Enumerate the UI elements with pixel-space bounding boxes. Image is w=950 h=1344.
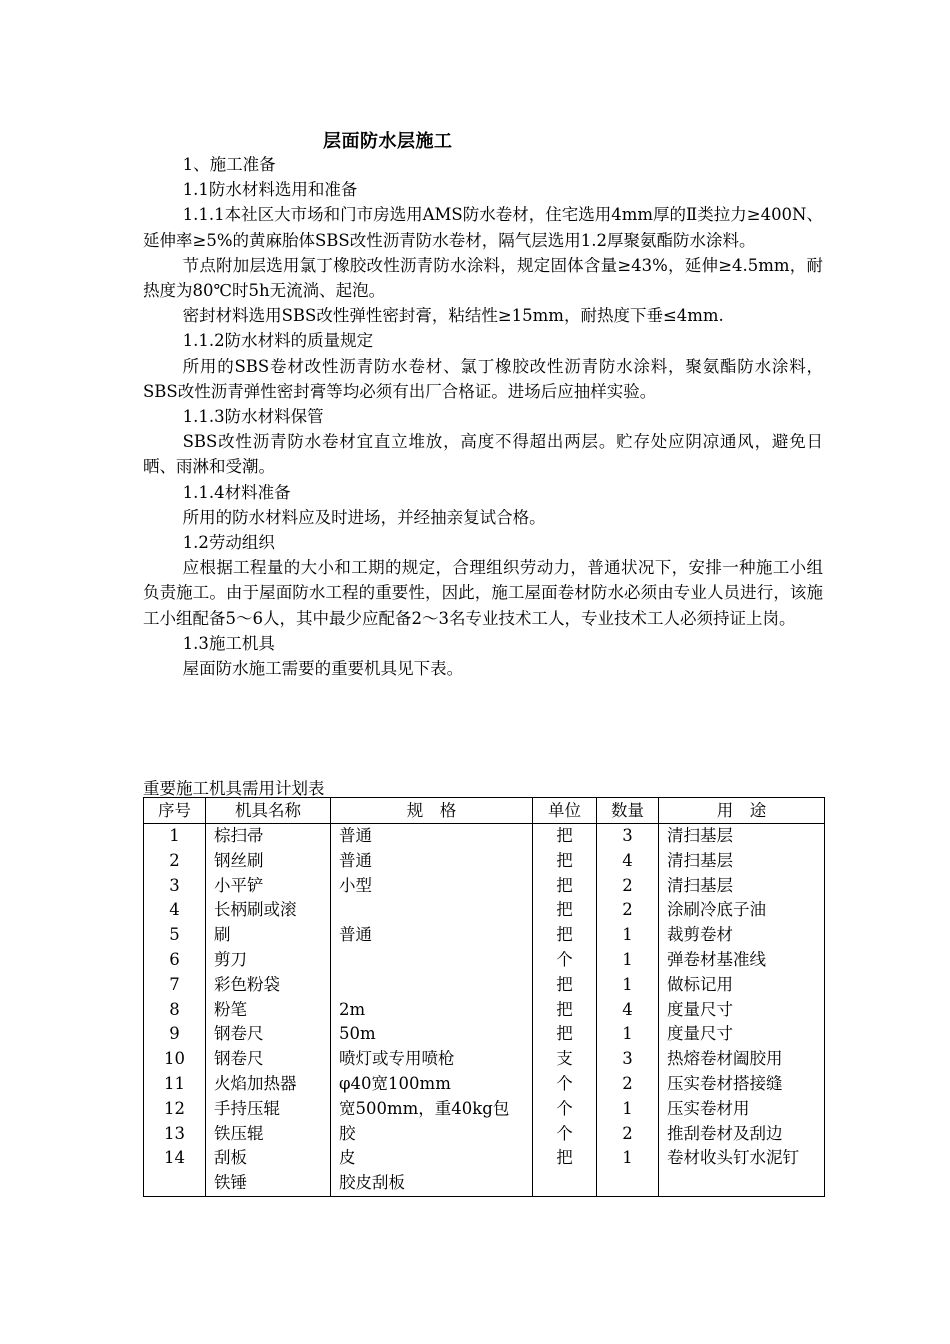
cell-spec: 2m (331, 998, 533, 1023)
cell-index: 2 (144, 849, 206, 874)
header-spec: 规 格 (331, 798, 533, 824)
cell-spec: 普通 (331, 923, 533, 948)
table-row (144, 824, 825, 849)
tools-table (143, 797, 825, 1197)
cell-usage: 裁剪卷材 (659, 923, 825, 948)
cell-unit: 把 (533, 1146, 597, 1171)
cell-index: 13 (144, 1122, 206, 1147)
table-row (144, 1146, 825, 1171)
cell-spec: 胶 (331, 1122, 533, 1147)
table-row (144, 923, 825, 948)
heading-tools: 1.3施工机具 (182, 633, 275, 653)
cell-usage: 清扫基层 (659, 849, 825, 874)
cell-quantity: 1 (597, 1097, 659, 1122)
cell-spec: 喷灯或专用喷枪 (331, 1047, 533, 1072)
paragraph-material-spec: 1.1.1本社区大市场和门市房选用AMS防水卷材，住宅选用4mm厚的Ⅱ类拉力≥400N、延伸率≥5%的黄麻胎体SBS改性沥青防水卷材，隔气层选用1.2厚聚氨酯防水涂料。 (143, 205, 823, 250)
cell-usage: 卷材收头钉水泥钉 (659, 1146, 825, 1171)
header-unit: 单位 (533, 798, 597, 824)
cell-usage: 做标记用 (659, 973, 825, 998)
cell-tool-name: 刮板 (206, 1146, 331, 1171)
cell-quantity: 2 (597, 874, 659, 899)
document-body (143, 152, 823, 681)
cell-tool-name: 长柄刷或滚 (206, 898, 331, 923)
cell-quantity: 1 (597, 923, 659, 948)
header-index: 序号 (144, 798, 206, 824)
cell-quantity: 3 (597, 824, 659, 849)
cell-index: 1 (144, 824, 206, 849)
heading-labor: 1.2劳动组织 (182, 533, 275, 553)
cell-index: 4 (144, 898, 206, 923)
cell-unit: 把 (533, 824, 597, 849)
cell-tool-name: 棕扫帚 (206, 824, 331, 849)
cell-usage: 压实卷材用 (659, 1097, 825, 1122)
table-row (144, 1097, 825, 1122)
cell-unit: 个 (533, 1122, 597, 1147)
cell-index: 11 (144, 1072, 206, 1097)
cell-spec (331, 948, 533, 973)
cell-unit: 支 (533, 1047, 597, 1072)
paragraph-tools: 屋面防水施工需要的重要机具见下表。 (182, 659, 464, 679)
table-row (144, 973, 825, 998)
cell-index: 7 (144, 973, 206, 998)
heading-quality: 1.1.2防水材料的质量规定 (182, 331, 374, 351)
cell-unit: 把 (533, 849, 597, 874)
cell-usage: 推刮卷材及刮边 (659, 1122, 825, 1147)
cell-tool-name: 刷 (206, 923, 331, 948)
cell-usage: 压实卷材搭接缝 (659, 1072, 825, 1097)
cell-usage: 度量尺寸 (659, 998, 825, 1023)
table-row (144, 948, 825, 973)
cell-spec: 50m (331, 1022, 533, 1047)
heading-material-prep: 1.1.4材料准备 (182, 482, 291, 502)
cell-spec: φ40宽100mm (331, 1072, 533, 1097)
header-quantity: 数量 (597, 798, 659, 824)
cell-spec: 皮 (331, 1146, 533, 1171)
cell-spec: 普通 (331, 824, 533, 849)
cell-usage: 清扫基层 (659, 824, 825, 849)
cell-index: 12 (144, 1097, 206, 1122)
cell-unit: 个 (533, 1097, 597, 1122)
cell-tool-name: 剪刀 (206, 948, 331, 973)
cell-index: 3 (144, 874, 206, 899)
table-row (144, 1072, 825, 1097)
cell-index: 8 (144, 998, 206, 1023)
cell-usage: 涂刷冷底子油 (659, 898, 825, 923)
cell-index: 5 (144, 923, 206, 948)
cell-tool-name: 铁压辊 (206, 1122, 331, 1147)
cell-usage: 热熔卷材阖胶用 (659, 1047, 825, 1072)
table-header-row (144, 798, 825, 824)
cell-spec (331, 898, 533, 923)
paragraph-quality: 所用的SBS卷材改性沥青防水卷材、氯丁橡胶改性沥青防水涂料，聚氨酯防水涂料，SBS改性沥青弹性密封膏等均必须有出厂合格证。进场后应抽样实验。 (143, 356, 823, 401)
table-caption: 重要施工机具需用计划表 (143, 779, 325, 798)
cell-unit: 个 (533, 1072, 597, 1097)
cell-quantity: 2 (597, 1122, 659, 1147)
table-row (144, 1022, 825, 1047)
table-row (144, 849, 825, 874)
table-row (144, 1171, 825, 1196)
cell-index: 9 (144, 1022, 206, 1047)
paragraph-node-layer: 节点附加层选用氯丁橡胶改性沥青防水涂料，规定固体含量≥43%，延伸≥4.5mm，耐热度为80℃时5h无流淌、起泡。 (143, 255, 823, 301)
heading-material-selection: 1.1防水材料选用和准备 (182, 180, 358, 200)
cell-unit: 把 (533, 874, 597, 899)
cell-usage: 清扫基层 (659, 874, 825, 899)
cell-quantity: 1 (597, 973, 659, 998)
cell-quantity: 2 (597, 898, 659, 923)
table-row (144, 898, 825, 923)
document-title: 层面防水层施工 (323, 131, 453, 152)
cell-quantity: 3 (597, 1047, 659, 1072)
cell-tool-name: 钢卷尺 (206, 1022, 331, 1047)
table-row (144, 1122, 825, 1147)
cell-tool-name: 铁锤 (206, 1171, 331, 1196)
cell-usage: 弹卷材基准线 (659, 948, 825, 973)
cell-quantity: 1 (597, 1022, 659, 1047)
cell-tool-name: 火焰加热器 (206, 1072, 331, 1097)
cell-spec (331, 973, 533, 998)
cell-unit: 把 (533, 898, 597, 923)
cell-unit: 把 (533, 1022, 597, 1047)
cell-index: 10 (144, 1047, 206, 1072)
cell-usage: 度量尺寸 (659, 1022, 825, 1047)
cell-index (144, 1171, 206, 1196)
cell-quantity: 1 (597, 948, 659, 973)
table-row (144, 1047, 825, 1072)
cell-tool-name: 钢丝刷 (206, 849, 331, 874)
cell-unit: 个 (533, 948, 597, 973)
cell-unit (533, 1171, 597, 1196)
cell-tool-name: 钢卷尺 (206, 1047, 331, 1072)
cell-unit: 把 (533, 998, 597, 1023)
paragraph-material-prep: 所用的防水材料应及时进场，并经抽亲复试合格。 (182, 507, 546, 527)
cell-index: 6 (144, 948, 206, 973)
paragraph-storage: SBS改性沥青防水卷材宜直立堆放，高度不得超出两层。贮存处应阴凉通风，避免日晒、雨淋和受潮。 (143, 432, 823, 477)
cell-spec: 宽500mm，重40kg包 (331, 1097, 533, 1122)
cell-spec: 普通 (331, 849, 533, 874)
table-row (144, 874, 825, 899)
heading-construction-prep: 1、施工准备 (182, 155, 276, 174)
paragraph-labor: 应根据工程量的大小和工期的规定，合理组织劳动力，普通状况下，安排一种施工小组负责施工。由于屋面防水工程的重要性，因此，施工屋面卷材防水必须由专业人员进行，该施工小组配备5～6人，其中最少应配备2～3名专业技术工人，专业技术工人必须持证上岗。 (143, 558, 823, 628)
header-tool-name: 机具名称 (206, 798, 331, 824)
cell-quantity (597, 1171, 659, 1196)
cell-index: 14 (144, 1146, 206, 1171)
cell-spec: 胶皮刮板 (331, 1171, 533, 1196)
cell-tool-name: 手持压辊 (206, 1097, 331, 1122)
cell-unit: 把 (533, 923, 597, 948)
cell-unit: 把 (533, 973, 597, 998)
cell-usage (659, 1171, 825, 1196)
cell-tool-name: 粉笔 (206, 998, 331, 1023)
cell-quantity: 4 (597, 998, 659, 1023)
table-row (144, 998, 825, 1023)
cell-tool-name: 彩色粉袋 (206, 973, 331, 998)
header-usage: 用 途 (659, 798, 825, 824)
cell-tool-name: 小平铲 (206, 874, 331, 899)
cell-quantity: 4 (597, 849, 659, 874)
cell-spec: 小型 (331, 874, 533, 899)
cell-quantity: 2 (597, 1072, 659, 1097)
cell-quantity: 1 (597, 1146, 659, 1171)
paragraph-sealant: 密封材料选用SBS改性弹性密封膏，粘结性≥15mm，耐热度下垂≤4mm. (182, 306, 724, 326)
heading-storage: 1.1.3防水材料保管 (182, 407, 324, 427)
